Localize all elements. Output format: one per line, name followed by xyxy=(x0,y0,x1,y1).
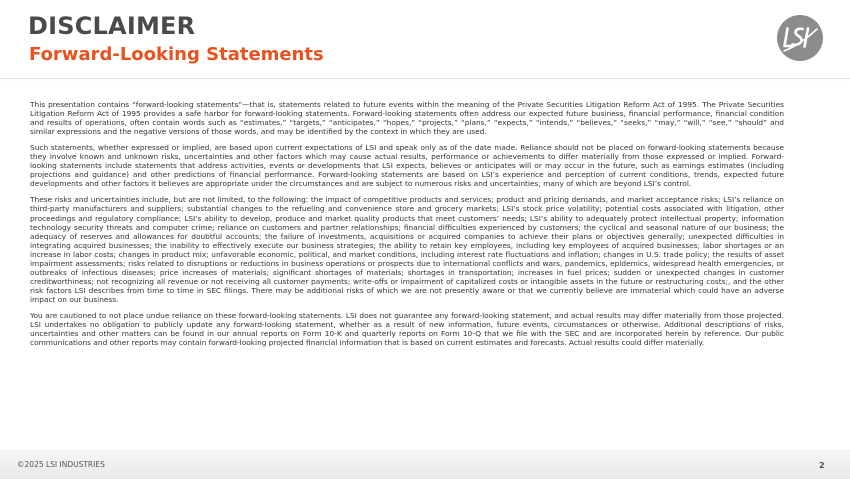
lsi-logo-icon xyxy=(777,15,823,61)
slide-header xyxy=(0,0,850,79)
page-subtitle: Forward-Looking Statements xyxy=(29,44,324,65)
slide-footer xyxy=(0,450,850,479)
disclaimer-paragraph: You are cautioned to not place undue reliance on these forward-looking statements. LSI does not guarantee any forward-looking statement, and actual results may differ materially from those projected. LSI undertakes no obligation to publicly update any forward-looking statement, whether as a result of new information, future events, circumstances or otherwise. Additional descriptions of risks, uncertainties and other matters can be found in our annual reports on Form 10-K and quarterly reports on Form 10-Q that we file with the SEC and are incorporated herein by reference. Our public communications and other reports may contain forward-looking projected financial information that is based on current estimates and forecasts. Actual results could differ materially. xyxy=(30,310,784,348)
disclaimer-paragraph: Such statements, whether expressed or implied, are based upon current expectations of LSI and speak only as of the date made. Reliance should not be placed on forward-looking statements because they involve known and unknown risks, uncertainties and other factors which may cause actual results, performance or achievements to differ materially from those expressed or implied. Forward-looking statements include statements that address activities, events or developments that LSI expects, believes or anticipates will or may occur in the future, such as earnings estimates (including projections and guidance) and other predictions of financial performance. Forward-looking statements are based on LSI’s experience and perception of current conditions, trends, expected future developments and other factors it believes are appropriate under the circumstances and are subject to numerous risks and uncertainties, many of which are beyond LSI’s control. xyxy=(30,143,784,189)
page-number: 2 xyxy=(819,461,825,470)
disclaimer-paragraph: This presentation contains “forward-looking statements”—that is, statements related to future events within the meaning of the Private Securities Litigation Reform Act of 1995. The Private Securities Litigation Reform Act of 1995 provides a safe harbor for forward-looking statements. Forward-looking statements often address our expected future business, financial performance, financial condition and results of operations, often contain words such as “estimates,” “targets,” “anticipates,” “hopes,” “projects,” “plans,” “expects,” “intends,” “believes,” “seeks,” “may,” “will,” “see,” “should” and similar expressions and the negative versions of those words, and may be identified by the context in which they are used. xyxy=(30,100,784,137)
disclaimer-paragraph: These risks and uncertainties include, but are not limited, to the following: the impact of competitive products and services; product and pricing demands, and market acceptance risks; LSI’s reliance on third-party manufacturers and suppliers; substantial changes to the refueling and convenience store and grocery markets; LSI’s stock price volatility; potential costs associated with litigation, other proceedings and regulatory compliance; LSI’s ability to develop, produce and market quality products that meet customers’ needs; LSI’s ability to adequately protect intellectual property; information technology security threats and computer crime; reliance on customers and partner relationships; financial difficulties experienced by customers; the cyclical and seasonal nature of our business; the adequacy of reserves and allowances for doubtful accounts; the failure of investments, acquisitions or acquired companies to achieve their plans or objectives generally; unexpected difficulties in integrating acquired businesses; the inability to effectively execute our business strategies; the ability to retain key employees, including key employees of acquired businesses; labor shortages or an increase in labor costs; changes in product mix; unfavorable economic, political, and market conditions, including interest rate fluctuations and inflation; changes in U.S. trade policy; the results of asset impairment assessments; risks related to disruptions or reductions in business operations or prospects due to international conflicts and wars, pandemics, epidemics, widespread health emergencies, or outbreaks of infectious diseases; price increases of materials; significant shortages of materials; shortages in transportation; increases in fuel prices; sudden or unexpected changes in customer creditworthiness; not recognizing all revenue or not receiving all customer payments; write-offs or impairment of capitalized costs or intangible assets in the future or restructuring costs;, and the other risk factors LSI describes from time to time in SEC filings. There may be additional risks of which we are not presently aware or that we currently believe are immaterial which could have an adverse impact on our business. xyxy=(30,195,784,304)
page-title: DISCLAIMER xyxy=(28,12,196,40)
disclaimer-body xyxy=(30,100,784,354)
copyright-text: ©2025 LSI INDUSTRIES xyxy=(17,460,105,469)
